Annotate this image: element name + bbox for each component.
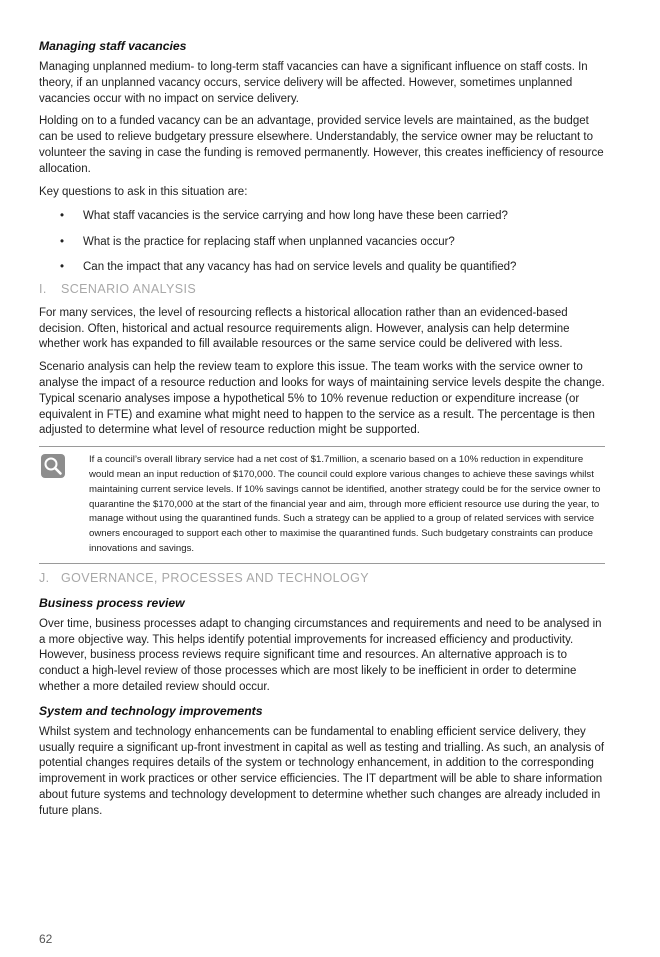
- list-item-text: Can the impact that any vacancy has had on service levels and quality be quantified?: [83, 260, 517, 273]
- vacancies-paragraph-2: Holding on to a funded vacancy can be an advantage, provided service levels are maintained, as the budget can be used to relieve budgetary pressure elsewhere. Understandably, the service owner may be reluctant to volunteer the saving in case the funding is removed permanently. However, this creates inefficiency of resource allocation.: [39, 115, 604, 175]
- key-questions-list: [39, 209, 605, 275]
- bullet-glyph: •: [60, 235, 65, 248]
- section-title: GOVERNANCE, PROCESSES AND TECHNOLOGY: [61, 570, 369, 585]
- business-process-paragraph: Over time, business processes adapt to changing circumstances and requirements and need to be analysed in a more objective way. This helps identify potential improvements for increased efficiency and productivity. However, business process reviews require significant time and resources. An alternative approach is to conduct a high-level review of those processes which are most likely to be inefficient in order to determine whether a more detailed review should occur.: [39, 617, 602, 693]
- list-item: [39, 260, 605, 276]
- vacancies-subheading: Managing staff vacancies: [39, 39, 187, 53]
- business-process-subheading: Business process review: [39, 595, 185, 610]
- section-letter: J.: [39, 570, 50, 585]
- scenario-paragraph-1: For many services, the level of resourcing reflects a historical allocation rather than an evidenced-based decision. Often, historical and actual resource requirements align. However, analysis can help determine whether work has expanded to fill available resources or the same service could be delivered with less.: [39, 306, 570, 351]
- document-page: [39, 38, 605, 826]
- list-item-text: What staff vacancies is the service carrying and how long have these been carried?: [83, 210, 508, 223]
- scenario-section-heading: [39, 281, 605, 297]
- callout-text: If a council’s overall library service had a net cost of $1.7million, a scenario based on a 10% reduction in expenditure would mean an input reduction of $170,000. The council could explore various changes to achieve these savings whilst maintaining current service levels. If 10% savings cannot be identified, another strategy could be for the service owner to quarantine the $170,000 at the start of the financial year and aim, through more efficient resource use during the year, to manage without using the quarantined funds. Such a strategy can be applied to a group of related services with service owners encouraged to support each other to maximise the quarantined funds. Such budgetary constraints can produce innovations and savings.: [89, 454, 601, 554]
- example-callout: [39, 446, 605, 564]
- section-letter: I.: [39, 281, 47, 296]
- system-technology-paragraph: Whilst system and technology enhancements can be fundamental to enabling efficient service delivery, they usually require a significant up-front investment in capital as well as testing and trialling. As such, an analysis of potential changes requires details of the system or technology enhancement, in addition to the corresponding improvement in work practices or other service efficiencies. The IT department will be able to share information about future systems and technology development to determine whether such changes are already included in future plans.: [39, 725, 605, 817]
- vacancies-paragraph-3: Key questions to ask in this situation are:: [39, 185, 248, 198]
- list-item-text: What is the practice for replacing staff when unplanned vacancies occur?: [83, 235, 455, 248]
- section-title: SCENARIO ANALYSIS: [61, 281, 197, 296]
- bullet-glyph: •: [60, 260, 65, 273]
- page-number: 62: [39, 932, 53, 946]
- magnifier-icon: [41, 454, 65, 478]
- governance-section-heading: [39, 570, 605, 586]
- system-technology-subheading: System and technology improvements: [39, 703, 263, 718]
- list-item: [39, 235, 605, 251]
- list-item: [39, 209, 605, 225]
- bullet-glyph: •: [60, 210, 65, 223]
- vacancies-paragraph-1: Managing unplanned medium- to long-term staff vacancies can have a significant influence on staff costs. In theory, if an unplanned vacancy occurs, service delivery will be affected. However, sometimes unplanned vacancies occur with no impact on service delivery.: [39, 61, 588, 105]
- scenario-paragraph-2: Scenario analysis can help the review team to explore this issue. The team works with the service owner to analyse the impact of a resource reduction and looks for ways of maintaining service levels despite the change. Typical scenario analyses impose a hypothetical 5% to 10% revenue reduction or expenditure increase (or equivalent in FTE) and examine what might need to happen to the service as a result. The percentage is then adjusted to determine what level of resource reduction might be supported.: [39, 361, 605, 437]
